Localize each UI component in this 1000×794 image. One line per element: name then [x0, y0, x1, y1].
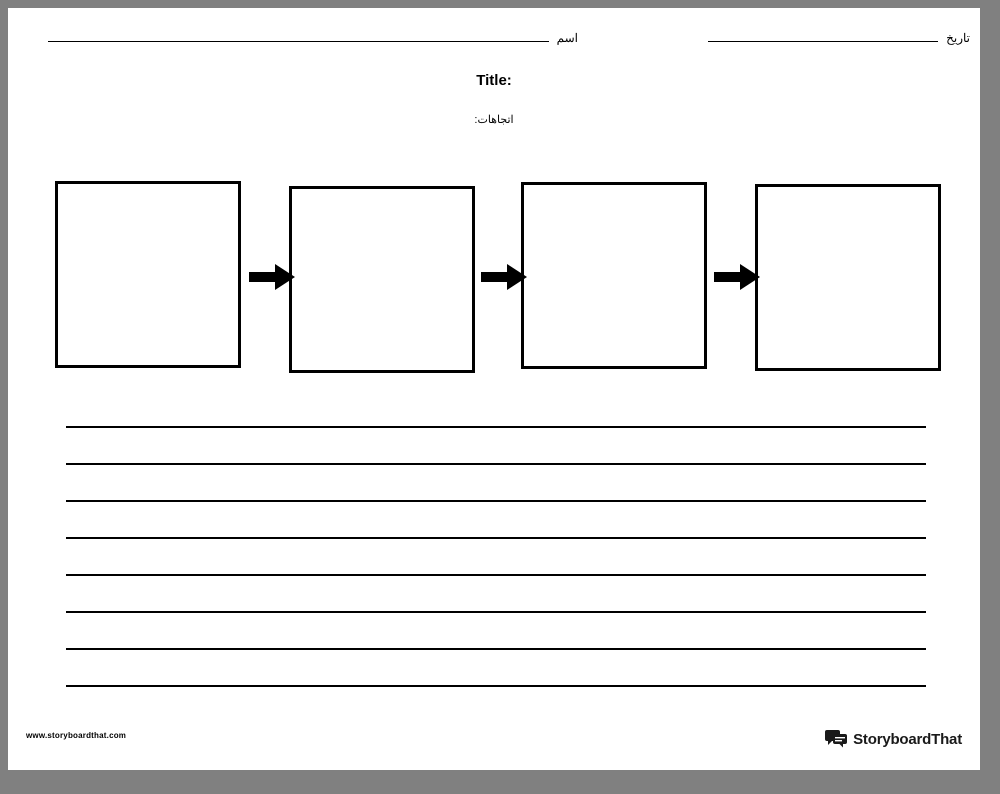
writing-line[interactable]	[66, 574, 926, 576]
brand-name: StoryboardThat	[853, 730, 962, 748]
name-field-row	[48, 28, 578, 52]
flow-cell-1[interactable]	[55, 181, 241, 368]
writing-line[interactable]	[66, 537, 926, 539]
page-title: Title:	[476, 72, 512, 89]
flow-cell-2[interactable]	[289, 186, 475, 373]
name-label: اسم	[556, 31, 578, 45]
window-right-chrome	[980, 0, 1000, 794]
window-left-chrome	[0, 0, 8, 794]
writing-line[interactable]	[66, 611, 926, 613]
writing-line[interactable]	[66, 685, 926, 687]
writing-line[interactable]	[66, 426, 926, 428]
speech-bubble-icon	[825, 730, 847, 748]
brand-logo	[825, 730, 962, 748]
writing-line[interactable]	[66, 463, 926, 465]
date-label: تاريخ	[946, 31, 970, 45]
window-bottom-chrome	[0, 770, 1000, 794]
arrow-right-icon	[249, 264, 295, 290]
footer-url[interactable]: www.storyboardthat.com	[26, 731, 127, 740]
date-field-row	[708, 28, 970, 52]
flow-diagram	[48, 178, 940, 378]
writing-line[interactable]	[66, 648, 926, 650]
writing-lines	[66, 426, 926, 722]
directions-label: اتجاهات:	[474, 114, 514, 126]
arrow-right-icon	[481, 264, 527, 290]
date-input-line[interactable]	[708, 28, 938, 42]
writing-line[interactable]	[66, 500, 926, 502]
arrow-right-icon	[714, 264, 760, 290]
flow-cell-3[interactable]	[521, 182, 707, 369]
name-input-line[interactable]	[48, 28, 549, 42]
worksheet-sheet	[8, 8, 980, 770]
flow-cell-4[interactable]	[755, 184, 941, 371]
window-top-chrome	[0, 0, 1000, 8]
